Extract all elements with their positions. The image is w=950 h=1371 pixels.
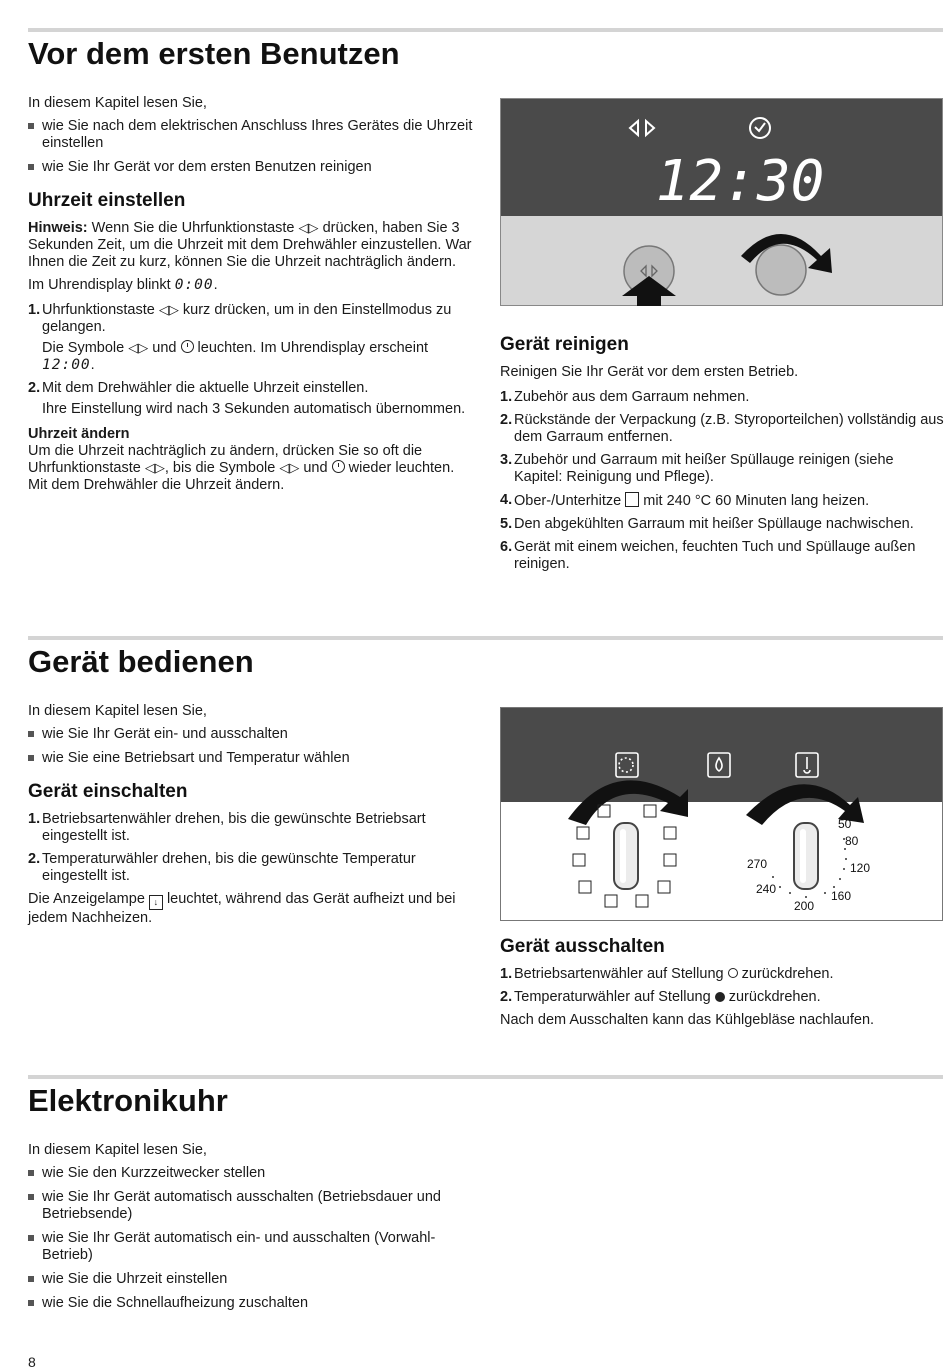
temperature-scale-label: 160 — [831, 889, 852, 903]
list-item: wie Sie die Schnellaufheizung zuschalten — [28, 1295, 473, 1312]
clock-icon — [332, 460, 345, 473]
rotary-knob — [756, 245, 806, 295]
hint-paragraph: Hinweis: Wenn Sie die Uhrfunktionstaste ◁▷ drücken, haben Sie 3 Sekunden Zeit, um die Uhrzeit mit dem Drehwähler einzustellen. War Ihnen die Zeit zu kurz, können Sie die Uhrzeit nachträglich ändern. — [28, 220, 472, 270]
page-number: 8 — [28, 1354, 36, 1370]
bullet-icon — [28, 1170, 34, 1176]
step-item: 1. Zubehör aus dem Garraum nehmen. — [500, 389, 750, 405]
list-item: wie Sie Ihr Gerät vor dem ersten Benutzen reinigen — [28, 159, 473, 176]
section-title-vor-dem-ersten-benutzen: Vor dem ersten Benutzen — [28, 36, 400, 71]
list-item: wie Sie die Uhrzeit einstellen — [28, 1271, 473, 1288]
list-item: wie Sie nach dem elektrischen Anschluss Ihres Gerätes die Uhrzeit einstellen — [28, 118, 473, 152]
intro-text: In diesem Kapitel lesen Sie, — [28, 703, 207, 719]
reinigen-intro: Reinigen Sie Ihr Gerät vor dem ersten Betrieb. — [500, 364, 799, 380]
step-item: 2. Mit dem Drehwähler die aktuelle Uhrzeit einstellen. — [28, 380, 369, 396]
step-item: 2. Temperaturwähler auf Stellung zurückdrehen. — [500, 989, 821, 1005]
section3-column — [28, 1142, 473, 1319]
section1-left-column — [28, 95, 473, 494]
step-item: 1. Betriebsartenwähler auf Stellung zurückdrehen. — [500, 966, 834, 982]
list-item: wie Sie Ihr Gerät ein- und ausschalten — [28, 726, 473, 743]
step-note: Ihre Einstellung wird nach 3 Sekunden automatisch übernommen. — [42, 401, 466, 417]
section2-left-column — [28, 703, 473, 927]
temperature-knob — [794, 823, 818, 889]
bullet-icon — [28, 1300, 34, 1306]
display-time: 12:30 — [655, 149, 825, 214]
clock-icon — [181, 340, 194, 353]
step-note: Die Symbole ◁▷ und leuchten. Im Uhrendisplay erscheint 12:00. — [42, 340, 429, 373]
lamp-paragraph: Die Anzeigelampe ↓ leuchtet, während das Gerät aufheizt und bei jedem Nachheizen. — [28, 891, 456, 926]
step-item: 6. Gerät mit einem weichen, feuchten Tuch und Spüllauge außen reinigen. — [500, 539, 916, 572]
section-rule — [28, 28, 943, 32]
subheading-geraet-einschalten: Gerät einschalten — [28, 781, 188, 802]
bullet-icon — [28, 1194, 34, 1200]
section-title-elektronikuhr: Elektronikuhr — [28, 1083, 228, 1118]
list-item: wie Sie eine Betriebsart und Temperatur wählen — [28, 750, 473, 767]
subheading-uhrzeit-einstellen: Uhrzeit einstellen — [28, 190, 186, 211]
lamp-icon: ↓ — [149, 895, 163, 910]
subheading-geraet-reinigen: Gerät reinigen — [500, 334, 629, 355]
step-item: 2. Rückstände der Verpackung (z.B. Styroporteilchen) vollständig aus dem Garraum entfernen. — [500, 412, 944, 445]
section2-right-column — [500, 936, 945, 1029]
section-rule — [28, 636, 943, 640]
temperature-scale-label: 240 — [756, 882, 777, 896]
list-item: wie Sie Ihr Gerät automatisch ein- und ausschalten (Vorwahl-Betrieb) — [28, 1230, 473, 1264]
bullet-icon — [28, 164, 34, 170]
subheading-uhrzeit-aendern: Uhrzeit ändern — [28, 426, 130, 442]
intro-text: In diesem Kapitel lesen Sie, — [28, 1142, 207, 1158]
list-item: wie Sie den Kurzzeitwecker stellen — [28, 1165, 473, 1182]
step-item: 3. Zubehör und Garraum mit heißer Spüllauge reinigen (siehe Kapitel: Reinigung und Pflege). — [500, 452, 894, 485]
bullet-icon — [28, 123, 34, 129]
top-bottom-heat-icon — [625, 492, 639, 507]
clock-function-icon: ◁▷ — [158, 303, 179, 318]
blink-paragraph: Im Uhrendisplay blinkt 0:00. — [28, 277, 218, 293]
lcd-value: 0:00 — [174, 277, 214, 293]
list-item: wie Sie Ihr Gerät automatisch ausschalten (Betriebsdauer und Betriebsende) — [28, 1189, 473, 1223]
off-position-icon — [728, 968, 738, 978]
control-knobs-illustration — [500, 707, 943, 921]
step-item: 1. Uhrfunktionstaste ◁▷ kurz drücken, um in den Einstellmodus zu gelangen. — [28, 302, 452, 335]
temperature-scale-label: 120 — [850, 861, 871, 875]
intro-text: In diesem Kapitel lesen Sie, — [28, 95, 207, 111]
temperature-scale-label: 50 — [838, 817, 852, 831]
step-item: 1. Betriebsartenwähler drehen, bis die gewünschte Betriebsart eingestellt ist. — [28, 811, 426, 844]
change-paragraph: Um die Uhrzeit nachträglich zu ändern, drücken Sie so oft die Uhrfunktionstaste ◁▷, bis die Symbole ◁▷ und wieder leuchten. Mit dem Drehwähler die Uhrzeit ändern. — [28, 443, 455, 493]
section-rule — [28, 1075, 943, 1079]
section1-right-column — [500, 334, 945, 579]
bullet-icon — [28, 1235, 34, 1241]
bullet-icon — [28, 755, 34, 761]
fan-note: Nach dem Ausschalten kann das Kühlgebläse nachlaufen. — [500, 1012, 875, 1028]
step-item: 4. Ober-/Unterhitze mit 240 °C 60 Minuten lang heizen. — [500, 492, 870, 509]
section-title-geraet-bedienen: Gerät bedienen — [28, 644, 254, 679]
clock-function-icon: ◁▷ — [279, 461, 300, 476]
lcd-value: 12:00 — [42, 357, 91, 373]
clock-function-icon: ◁▷ — [144, 461, 165, 476]
temperature-scale-label: 80 — [845, 834, 859, 848]
bullet-icon — [28, 1276, 34, 1282]
temperature-scale-label: 270 — [747, 857, 768, 871]
clock-display-illustration — [500, 98, 943, 306]
mode-knob — [614, 823, 638, 889]
bullet-icon — [28, 731, 34, 737]
clock-function-icon: ◁▷ — [298, 221, 319, 236]
step-item: 5. Den abgekühlten Garraum mit heißer Spüllauge nachwischen. — [500, 516, 914, 532]
subheading-geraet-ausschalten: Gerät ausschalten — [500, 936, 665, 957]
temperature-scale-label: 200 — [794, 899, 815, 913]
clock-function-icon: ◁▷ — [128, 341, 149, 356]
step-item: 2. Temperaturwähler drehen, bis die gewünschte Temperatur eingestellt ist. — [28, 851, 416, 884]
off-position-filled-icon — [715, 992, 725, 1002]
